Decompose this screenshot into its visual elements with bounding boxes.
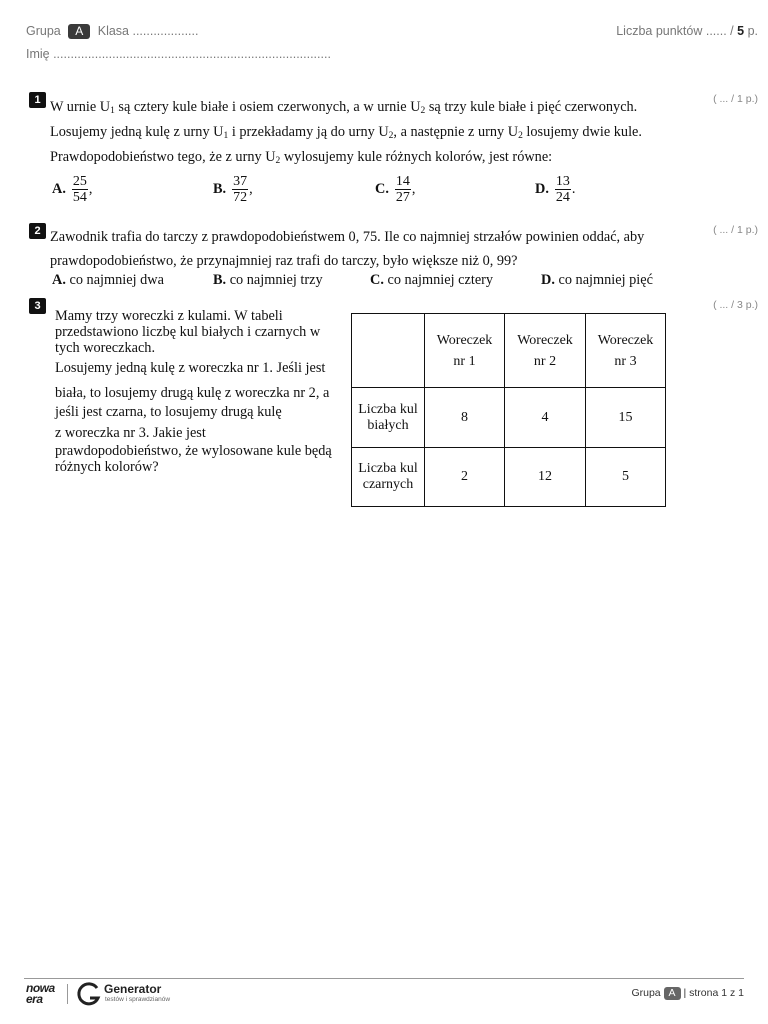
table-header-cell: [425, 314, 505, 388]
task-3-points: ( ... / 3 p.): [713, 299, 758, 311]
table-header-cell: [586, 314, 666, 388]
table-corner-cell: [352, 314, 425, 388]
answer-text: co najmniej cztery: [387, 272, 494, 288]
task-3-text-7: z woreczka nr 3. Jakie jest: [55, 425, 206, 441]
task-3-text-2: przedstawiono liczbę kul białych i czarnych w: [55, 324, 321, 340]
task-3-number: 3: [29, 298, 46, 314]
denominator: 27: [395, 190, 410, 205]
task-2-number: 2: [29, 223, 46, 239]
logo-era-text: era: [26, 992, 43, 1006]
t1l2-sub2: 2: [388, 131, 394, 141]
table-cell: 8: [425, 388, 505, 448]
answer-text: co najmniej trzy: [229, 272, 323, 288]
denominator: 72: [233, 190, 248, 205]
footer-divider: [24, 978, 744, 979]
task-2-answer-a[interactable]: [52, 272, 164, 289]
task-2-answer-d[interactable]: [541, 272, 653, 289]
answer-letter: B.: [213, 272, 227, 288]
header-top: Woreczek: [436, 332, 493, 348]
task-3-text-4: Losujemy jedną kulę z woreczka nr 1. Jeśli jest: [55, 360, 326, 376]
header-bottom: nr 3: [614, 353, 637, 369]
task-1-line-1: [50, 98, 637, 116]
generator-logo-icon: [76, 981, 102, 1007]
answer-letter: C.: [370, 272, 384, 288]
table-cell: 4: [505, 388, 586, 448]
generator-title: Generator: [104, 982, 162, 996]
t1l1-sub2: 2: [420, 106, 426, 116]
footer-group-label: Grupa: [631, 987, 661, 999]
numerator: 13: [555, 174, 570, 189]
t1l1-a: W urnie U: [50, 99, 111, 115]
t1l3-sub1: 2: [275, 156, 281, 166]
answer-letter: A.: [52, 181, 66, 197]
task-1-points: ( ... / 1 p.): [713, 93, 758, 105]
task-1-answer-d[interactable]: [535, 174, 575, 205]
denominator: 54: [72, 190, 87, 205]
points-unit: p.: [747, 24, 758, 38]
row-label-cell: [352, 388, 425, 448]
answer-fraction: [72, 174, 88, 205]
t1l1-c: są trzy kule białe i pięć czerwonych.: [425, 99, 638, 115]
points-summary: [616, 24, 758, 38]
generator-subtitle: testów i sprawdzianów: [105, 996, 171, 1003]
task-3-text-5: biała, to losujemy drugą kulę z woreczka nr 2, a: [55, 385, 330, 401]
t1l3-b: wylosujemy kule różnych kolorów, jest równe:: [280, 149, 553, 165]
answer-punct: .: [571, 181, 576, 197]
numerator: 37: [233, 174, 248, 189]
answer-text: co najmniej pięć: [558, 272, 653, 288]
footer-page-text: | strona 1 z 1: [683, 987, 744, 999]
answer-letter: C.: [375, 181, 389, 197]
row-label-bottom: białych: [367, 417, 409, 433]
answer-text: co najmniej dwa: [69, 272, 164, 288]
task-3-text-1: Mamy trzy woreczki z kulami. W tabeli: [55, 308, 283, 324]
task-3-text-3: tych woreczkach.: [55, 340, 156, 356]
footer-page-info: [631, 987, 744, 1000]
answer-fraction: [395, 174, 411, 205]
class-field: Klasa ...................: [97, 24, 199, 38]
t1l2-b: i przekładamy ją do urny U: [228, 124, 389, 140]
row-label-top: Liczba kul: [358, 461, 418, 476]
t1l2-a: Losujemy jedną kulę z urny U: [50, 124, 224, 140]
logo-separator: [67, 984, 68, 1004]
row-label-bottom: czarnych: [362, 477, 414, 492]
header-top: Woreczek: [517, 332, 573, 348]
table-row: [352, 388, 666, 448]
task-1-line-3: [50, 148, 552, 166]
answer-punct: ,: [88, 181, 93, 197]
table-header-row: [352, 314, 666, 388]
answer-punct: ,: [411, 181, 416, 197]
row-label-cell: [352, 448, 425, 507]
task-3-text-9: różnych kolorów?: [55, 459, 159, 475]
header-bottom: nr 1: [453, 353, 476, 369]
table-header-cell: [505, 314, 586, 388]
numerator: 25: [72, 174, 87, 189]
task-2-line-2: prawdopodobieństwo, że przynajmniej raz trafi do tarczy, było większe niż 0, 99?: [50, 253, 518, 269]
answer-letter: A.: [52, 272, 66, 288]
group-badge: A: [68, 24, 90, 39]
t1l2-c: , a następnie z urny U: [393, 124, 519, 140]
task-2-line-1: Zawodnik trafia do tarczy z prawdopodobieństwem 0, 75. Ile co najmniej strzałów powinien oddać, aby: [50, 229, 645, 245]
points-total: 5: [737, 24, 745, 38]
task-2-answer-c[interactable]: [370, 272, 493, 289]
group-class-line: [26, 24, 198, 39]
logo-nowa-text: nowa: [26, 981, 55, 995]
t1l3-a: Prawdopodobieństwo tego, że z urny U: [50, 149, 276, 165]
bags-table: [351, 313, 666, 507]
t1l1-sub1: 1: [110, 106, 115, 116]
nowa-era-logo: [24, 982, 64, 1008]
task-1-answer-a[interactable]: [52, 174, 92, 205]
t1l2-d: losujemy dwie kule.: [522, 124, 642, 140]
group-label: Grupa: [26, 24, 61, 38]
answer-fraction: [555, 174, 571, 205]
task-3-text-8: prawdopodobieństwo, że wylosowane kule będą: [55, 443, 332, 459]
task-1-answer-c[interactable]: [375, 174, 415, 205]
task-2-answer-b[interactable]: [213, 272, 323, 289]
table-cell: 5: [586, 448, 666, 507]
answer-letter: D.: [535, 181, 549, 197]
footer-group-badge: A: [664, 987, 681, 1000]
answer-letter: B.: [213, 181, 227, 197]
t1l2-sub1: 1: [223, 131, 229, 141]
header-top: Woreczek: [597, 332, 654, 348]
points-label: Liczba punktów ...... /: [616, 24, 734, 38]
t1l2-sub3: 2: [518, 131, 523, 141]
table-cell: 15: [586, 388, 666, 448]
t1l1-b: są cztery kule białe i osiem czerwonych, a w urnie U: [114, 99, 421, 115]
task-3-text-6: jeśli jest czarna, to losujemy drugą kulę: [55, 404, 282, 420]
row-label-top: Liczba kul: [358, 401, 418, 417]
answer-fraction: [232, 174, 248, 205]
table-cell: 2: [425, 448, 505, 507]
task-1-line-2: [50, 123, 642, 141]
task-1-answer-b[interactable]: [213, 174, 253, 205]
header-bottom: nr 2: [533, 353, 557, 369]
answer-punct: ,: [249, 181, 253, 197]
name-field: Imię ................................................................................: [26, 47, 331, 61]
answer-letter: D.: [541, 272, 555, 288]
task-2-points: ( ... / 1 p.): [713, 224, 758, 236]
table-cell: 12: [505, 448, 586, 507]
task-1-number: 1: [29, 92, 46, 108]
denominator: 24: [555, 190, 570, 205]
table-row: [352, 448, 666, 507]
numerator: 14: [395, 174, 410, 189]
